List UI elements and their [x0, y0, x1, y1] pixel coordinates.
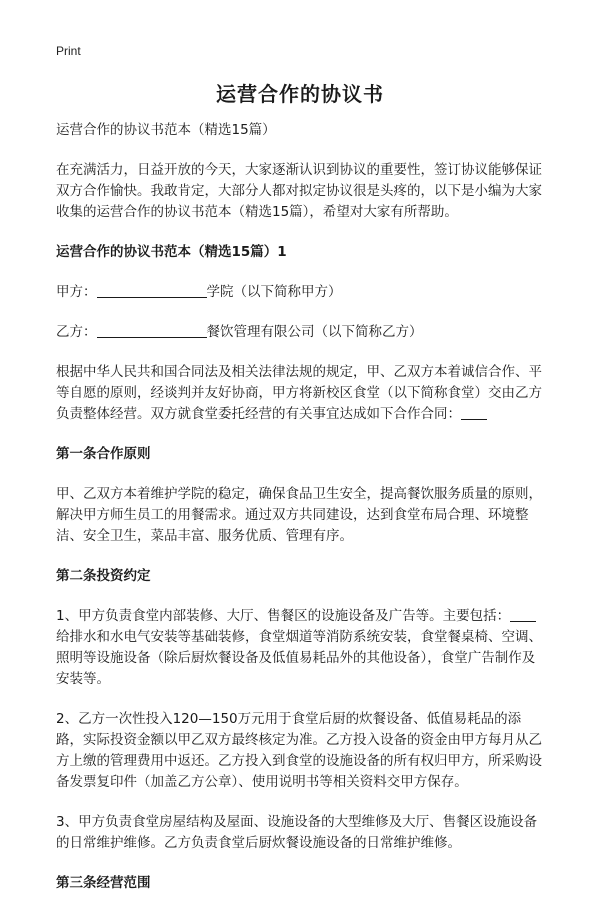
preamble-blank — [461, 405, 487, 420]
party-a-prefix: 甲方： — [56, 284, 97, 300]
intro-paragraph: 在充满活力，日益开放的今天，大家逐渐认识到协议的重要性，签订协议能够保证双方合作愉快。我敢肯定，大部分人都对拟定协议很是头疼的，以下是小编为大家收集的运营合作的协议书范本（精选15篇），希望对大家有所帮助。 — [56, 162, 542, 220]
party-a-suffix: 学院（以下简称甲方） — [206, 284, 342, 300]
document-title: 运营合作的协议书 — [216, 82, 384, 106]
article-3-title: 第三条经营范围 — [56, 875, 151, 891]
party-b-suffix: 餐饮管理有限公司（以下简称乙方） — [206, 324, 423, 340]
article-1-body: 甲、乙双方本着维护学院的稳定，确保食品卫生安全，提高餐饮服务质量的原则，解决甲方师生员工的用餐需求。通过双方共同建设，达到食堂布局合理、环境整洁、安全卫生，菜品丰富、服务优质、管理有序。 — [56, 486, 542, 544]
article-2-item-1-pre: 1、甲方负责食堂内部装修、大厅、售餐区的设施设备及广告等。主要包括： — [56, 608, 511, 624]
article-2-title: 第二条投资约定 — [56, 568, 151, 584]
document-subtitle: 运营合作的协议书范本（精选15篇） — [56, 122, 276, 138]
party-b-blank — [97, 323, 207, 338]
article-2-item-3: 3、甲方负责食堂房屋结构及屋面、设施设备的大型维修及大厅、售餐区设施设备的日常维护维修。乙方负责食堂后厨炊餐设施设备的日常维护维修。 — [56, 814, 538, 851]
party-a-line — [56, 282, 548, 303]
article-1-title: 第一条合作原则 — [56, 446, 151, 462]
party-a-blank — [97, 283, 207, 298]
article-2-item-1-blank — [510, 607, 536, 622]
preamble-text: 根据中华人民共和国合同法及相关法律法规的规定，甲、乙双方本着诚信合作、平等自愿的原则，经谈判并友好协商，甲方将新校区食堂（以下简称食堂）交由乙方负责整体经营。双方就食堂委托经营的有关事宜达成如下合作合同： — [56, 364, 542, 422]
party-b-prefix: 乙方： — [56, 324, 97, 340]
section-heading: 运营合作的协议书范本（精选15篇）1 — [56, 244, 287, 260]
print-label[interactable]: Print — [56, 44, 81, 58]
document-body — [56, 120, 548, 913]
article-2-item-1-post: 给排水和水电气安装等基础装修，食堂烟道等消防系统安装，食堂餐桌椅、空调、照明等设施设备（除后厨炊餐设备及低值易耗品外的其他设备），食堂广告制作及安装等。 — [56, 629, 542, 687]
article-2-item-1 — [56, 606, 548, 690]
preamble-paragraph — [56, 362, 548, 425]
article-2-item-2: 2、乙方一次性投入120—150万元用于食堂后厨的炊餐设备、低值易耗品的添路，实际投资金额以甲乙双方最终核定为准。乙方投入设备的资金由甲方每月从乙方上缴的管理费用中返还。乙方投入到食堂的设施设备的所有权归甲方，所采购设备发票复印件（加盖乙方公章）、使用说明书等相关资料交甲方保存。 — [56, 711, 542, 790]
party-b-line — [56, 322, 548, 343]
